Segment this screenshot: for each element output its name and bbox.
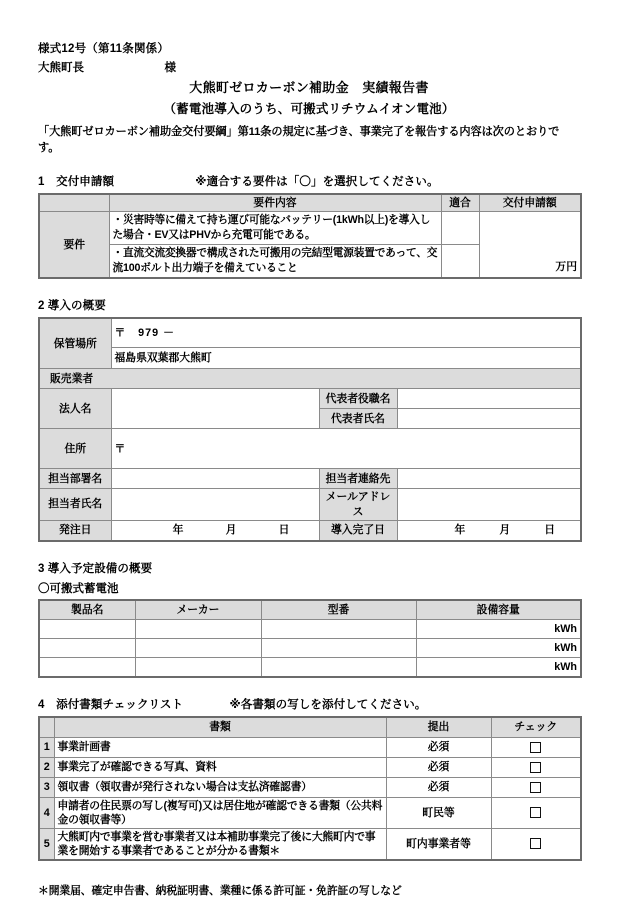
order-date-label: 発注日 xyxy=(39,520,111,541)
contact-input[interactable] xyxy=(397,469,581,489)
submit-requirement: 町内事業者等 xyxy=(386,828,491,860)
vendor-address-input[interactable]: 〒 xyxy=(111,429,581,469)
table-row xyxy=(39,469,581,489)
capacity-input[interactable]: kWh xyxy=(416,619,581,638)
checkbox-cell[interactable] xyxy=(491,797,581,828)
section-1-heading: 1 交付申請額 ※適合する要件は「〇」を選択してください。 xyxy=(38,176,439,188)
header-requirement: 要件内容 xyxy=(109,194,441,212)
document-name: 事業計画書 xyxy=(54,737,386,757)
checkbox-icon[interactable] xyxy=(530,807,541,818)
document-name: 領収書（領収書が発行されない場合は支払済確認書） xyxy=(54,777,386,797)
contact-label: 担当者連絡先 xyxy=(319,469,397,489)
table-row xyxy=(39,389,581,409)
submit-requirement: 必須 xyxy=(386,737,491,757)
checklist-table xyxy=(38,716,582,861)
storage-postal-input[interactable]: 〒 979 － xyxy=(111,318,581,348)
order-date-day: 日 xyxy=(278,524,290,537)
submit-requirement: 必須 xyxy=(386,777,491,797)
product-name-input[interactable] xyxy=(39,638,135,657)
completion-date-input[interactable] xyxy=(397,520,581,541)
table-header-row xyxy=(39,600,581,620)
document-name: 事業完了が確認できる写真、資料 xyxy=(54,757,386,777)
table-row xyxy=(39,619,581,638)
lead-paragraph: 「大熊町ゼロカーボン補助金交付要綱」第11条の規定に基づき、事業完了を報告する内容は次のとおりです。 xyxy=(38,126,560,154)
section-3-heading: 3 導入予定設備の概要 xyxy=(38,562,153,575)
vendor-address-label: 住所 xyxy=(39,429,111,469)
product-name-input[interactable] xyxy=(39,619,135,638)
row-number: 4 xyxy=(39,797,54,828)
header-no xyxy=(39,717,54,738)
rep-title-label: 代表者役職名 xyxy=(319,389,397,409)
order-date-input[interactable] xyxy=(111,520,319,541)
submit-requirement: 必須 xyxy=(386,757,491,777)
corporation-name-label: 法人名 xyxy=(39,389,111,429)
table-row xyxy=(39,489,581,521)
maker-input[interactable] xyxy=(135,619,261,638)
addressee-line: 大熊町長 様 xyxy=(38,62,176,74)
storage-address-input[interactable]: 福島県双葉郡大熊町 xyxy=(111,348,581,369)
checkbox-cell[interactable] xyxy=(491,757,581,777)
table-row xyxy=(39,828,581,860)
row-number: 3 xyxy=(39,777,54,797)
maker-input[interactable] xyxy=(135,657,261,677)
table-row xyxy=(39,657,581,677)
section-4-heading: 4 添付書類チェックリスト ※各書類の写しを添付してください。 xyxy=(38,698,427,711)
header-submit: 提出 xyxy=(386,717,491,738)
conform-input-2[interactable] xyxy=(441,245,479,279)
corporation-name-input[interactable] xyxy=(111,389,319,429)
row-number: 2 xyxy=(39,757,54,777)
table-row xyxy=(39,212,581,245)
table-row xyxy=(39,348,581,369)
maker-input[interactable] xyxy=(135,638,261,657)
document-content xyxy=(38,40,580,898)
overview-table xyxy=(38,317,582,542)
header-document: 書類 xyxy=(54,717,386,738)
completion-date-month: 月 xyxy=(499,524,511,537)
checkbox-cell[interactable] xyxy=(491,828,581,860)
completion-date-year: 年 xyxy=(454,524,466,537)
conform-input-1[interactable] xyxy=(441,212,479,245)
form-id: 様式12号（第11条関係） xyxy=(38,43,170,55)
section-2-heading: 2 導入の概要 xyxy=(38,300,106,313)
requirement-text-1: ・災害時等に備えて持ち運び可能なバッテリー(1kWh以上)を導入した場合・EV又はPHVから充電可能である。 xyxy=(109,212,441,245)
rep-name-label: 代表者氏名 xyxy=(319,409,397,429)
document-name: 申請者の住民票の写し(複写可)又は居住地が確認できる書類（公共料金の領収書等） xyxy=(54,797,386,828)
table-row xyxy=(39,429,581,469)
rep-name-input[interactable] xyxy=(397,409,581,429)
header-model: 型番 xyxy=(261,600,416,620)
checkbox-icon[interactable] xyxy=(530,742,541,753)
header-blank xyxy=(39,194,109,212)
equipment-table xyxy=(38,599,582,678)
checkbox-icon[interactable] xyxy=(530,838,541,849)
department-label: 担当部署名 xyxy=(39,469,111,489)
table-row xyxy=(39,520,581,541)
rep-title-input[interactable] xyxy=(397,389,581,409)
header-product-name: 製品名 xyxy=(39,600,135,620)
document-subtitle: （蓄電池導入のうち、可搬式リチウムイオン電池） xyxy=(163,102,455,116)
header-check: チェック xyxy=(491,717,581,738)
email-label: メールアドレス xyxy=(319,489,397,521)
email-input[interactable] xyxy=(397,489,581,521)
checkbox-cell[interactable] xyxy=(491,777,581,797)
completion-date-label: 導入完了日 xyxy=(319,520,397,541)
storage-location-label: 保管場所 xyxy=(39,318,111,369)
model-input[interactable] xyxy=(261,657,416,677)
checkbox-icon[interactable] xyxy=(530,762,541,773)
checkbox-cell[interactable] xyxy=(491,737,581,757)
checkbox-icon[interactable] xyxy=(530,782,541,793)
table-row xyxy=(39,369,581,389)
capacity-input[interactable]: kWh xyxy=(416,657,581,677)
table-row xyxy=(39,318,581,348)
completion-date-day: 日 xyxy=(544,524,555,537)
document-name: 大熊町内で事業を営む事業者又は本補助事業完了後に大熊町内で事業を開始する事業者であることが分かる書類＊ xyxy=(54,828,386,860)
header-capacity: 設備容量 xyxy=(416,600,581,620)
vendor-section-label: 販売業者 xyxy=(39,369,581,389)
requirement-row-label: 要件 xyxy=(39,212,109,279)
document-title: 大熊町ゼロカーボン補助金 実績報告書 xyxy=(189,80,429,95)
person-name-input[interactable] xyxy=(111,489,319,521)
person-name-label: 担当者氏名 xyxy=(39,489,111,521)
amount-input[interactable]: 万円 xyxy=(479,212,581,279)
submit-requirement: 町民等 xyxy=(386,797,491,828)
table-row xyxy=(39,757,581,777)
header-maker: メーカー xyxy=(135,600,261,620)
section-3-subheading: 〇可搬式蓄電池 xyxy=(38,582,119,595)
table-row xyxy=(39,797,581,828)
product-name-input[interactable] xyxy=(39,657,135,677)
department-input[interactable] xyxy=(111,469,319,489)
grant-amount-table xyxy=(38,193,582,279)
table-row xyxy=(39,777,581,797)
model-input[interactable] xyxy=(261,638,416,657)
table-header-row xyxy=(39,194,581,212)
table-row xyxy=(39,737,581,757)
order-date-year: 年 xyxy=(172,524,184,537)
model-input[interactable] xyxy=(261,619,416,638)
requirement-text-2: ・直流交流変換器で構成された可搬用の完結型電源装置であって、交流100ボルト出力端子を備えていること xyxy=(109,245,441,279)
capacity-input[interactable]: kWh xyxy=(416,638,581,657)
row-number: 1 xyxy=(39,737,54,757)
table-row xyxy=(39,638,581,657)
header-amount: 交付申請額 xyxy=(479,194,581,212)
header-conform: 適合 xyxy=(441,194,479,212)
footnote: ＊開業届、確定申告書、納税証明書、業種に係る許可証・免許証の写しなど xyxy=(38,884,402,897)
table-header-row xyxy=(39,717,581,738)
row-number: 5 xyxy=(39,828,54,860)
order-date-month: 月 xyxy=(225,524,237,537)
